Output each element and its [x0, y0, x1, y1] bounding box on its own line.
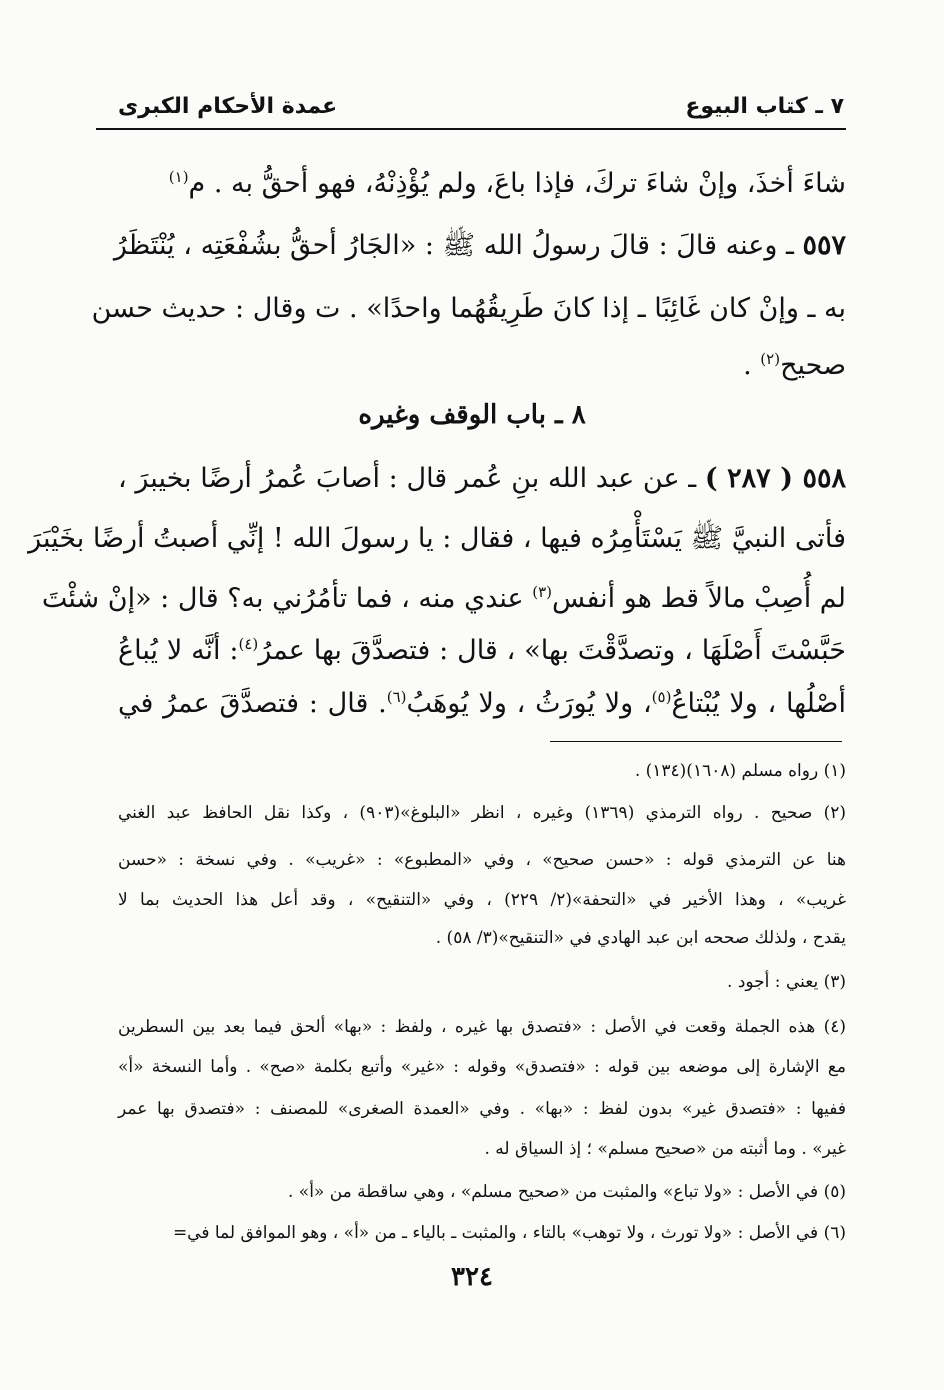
- footnote-4-line-2: مع الإشارة إلى موضعه بين قوله : «فتصدق» وقوله : «غير» وأتبع بكلمة «صح» . وأما النسخة «أ»: [118, 1057, 846, 1077]
- text-line-1-body: شاءَ أخذَ، وإنْ شاءَ تركَ، فإذا باعَ، ولم يُؤْذِنْهُ، فهو أحقُّ به . م: [188, 168, 846, 199]
- footnote-2-line-4: يقدح ، ولذلك صححه ابن عبد الهادي في «التنقيح»(٣/ ٥٨) .: [435, 928, 846, 948]
- hadith-558-line-4: [118, 637, 846, 664]
- hadith-558-line-5: [118, 690, 846, 717]
- hadith-558-line-3: [41, 583, 846, 614]
- hadith-558-text-1: ـ عن عبد الله بنِ عُمر قال : أصابَ عُمرُ أرضًا بخيبرَ ،: [118, 463, 697, 494]
- hadith-number-558: ٥٥٨ ( ٢٨٧ ): [704, 463, 846, 494]
- hadith-557-line-3: صحيح$^{(٢)}$ .: [743, 350, 846, 381]
- running-header-chapter: ٧ ـ كتاب البيوع: [685, 94, 844, 119]
- footnote-2-line-2: هنا عن الترمذي قوله : «حسن صحيح» ، وفي «المطبوع» : «غريب» . وفي نسخة : «حسن: [118, 850, 846, 870]
- footnote-ref-4: (٤): [238, 635, 259, 653]
- footnote-5: (٥) في الأصل : «ولا تباع» والمثبت من «صحيح مسلم» ، وهي ساقطة من «أ» .: [288, 1182, 846, 1202]
- hadith-558-line-1: [118, 465, 846, 492]
- footnote-ref-3: (٣): [532, 583, 553, 601]
- footnote-ref-6: (٦): [386, 688, 407, 706]
- hadith-558-line-2: [28, 523, 846, 554]
- footnote-rule: [550, 741, 842, 742]
- section-heading: ٨ ـ باب الوقف وغيره: [358, 400, 586, 430]
- footnote-ref-1: (١): [168, 168, 189, 186]
- hadith-558-text-3b: عندي منه ، فما تأمُرُني به؟ قال : «إنْ شئْتَ: [41, 583, 533, 614]
- hadith-558-text-5c: . قال : فتصدَّقَ عمرُ في: [118, 688, 387, 719]
- text-line-1: [118, 170, 846, 197]
- hadith-557-text-3: صحيح: [780, 350, 846, 381]
- hadith-557-line-2: [91, 293, 846, 324]
- running-header-book-title: عمدة الأحكام الكبرى: [118, 94, 338, 119]
- footnote-2-line-3: غريب» ، وهذا الأخير في «التحفة»(٢/ ٢٢٩) ، وفي «التنقيح» ، وقد أعل هذا الحديث بما لا: [118, 890, 846, 910]
- footnote-2-line-1: (٢) صحيح . رواه الترمذي (١٣٦٩) وغيره ، انظر «البلوغ»(٩٠٣) ، وكذا نقل الحافظ عبد الغني: [118, 803, 846, 823]
- footnote-3: (٣) يعني : أجود .: [727, 972, 846, 992]
- hadith-558-text-3a: لم أُصِبْ مالاً قط هو أنفس: [552, 583, 846, 614]
- hadith-558-text-4b: : أنَّه لا يُباعُ: [118, 635, 239, 666]
- hadith-number-557: ٥٥٧: [802, 230, 846, 261]
- footnote-1: (١) رواه مسلم (١٦٠٨)(١٣٤) .: [634, 761, 846, 781]
- footnote-6: (٦) في الأصل : «ولا تورث ، ولا توهب» بالتاء ، والمثبت ـ بالياء ـ من «أ» ، وهو الموافق لما في=: [172, 1223, 846, 1243]
- hadith-558-text-5b: ، ولا يُورَثُ ، ولا يُوهَبُ: [406, 688, 652, 719]
- hadith-557-line-1: [113, 230, 846, 261]
- hadith-558-text-4a: حَبَّسْتَ أَصْلَهَا ، وتصدَّقْتَ بها» ، قال : فتصدَّقَ بها عمرُ: [258, 635, 846, 666]
- hadith-557-text-1: ـ وعنه قالَ : قالَ رسولُ الله ﷺ : «الجَارُ أحقُّ بشُفْعَتِه ، يُنْتَظَرُ: [113, 230, 794, 261]
- footnote-4-line-4: غير» . وما أثبته من «صحيح مسلم» ؛ إذ السياق له .: [484, 1139, 846, 1159]
- footnote-4-line-3: ففيها : «فتصدق غير» بدون لفظ : «بها» . وفي «العمدة الصغرى» للمصنف : «فتصدق بها عمر: [118, 1099, 846, 1119]
- hadith-558-text-5a: أصْلُها ، ولا يُبْتاعُ: [671, 688, 846, 719]
- hadith-558-text-2: فأتى النبيَّ ﷺ يَسْتَأْمِرُه فيها ، فقال : يا رسولَ الله ! إنِّي أصبتُ أرضًا بخَيْبَرَ: [28, 523, 846, 554]
- page-number: ٣٢٤: [451, 1262, 493, 1292]
- footnote-ref-5: (٥): [651, 688, 672, 706]
- footnote-4-line-1: (٤) هذه الجملة وقعت في الأصل : «فتصدق بها غيره ، ولفظ : «بها» ألحق فيما بعد بين السطرين: [118, 1017, 846, 1037]
- header-rule: [96, 128, 846, 130]
- hadith-557-text-2: به ـ وإنْ كان غَائِبًا ـ إذا كانَ طَرِيقُهُما واحدًا» . ت وقال : حديث حسن: [91, 293, 846, 324]
- footnote-ref-2: (٢): [760, 350, 781, 368]
